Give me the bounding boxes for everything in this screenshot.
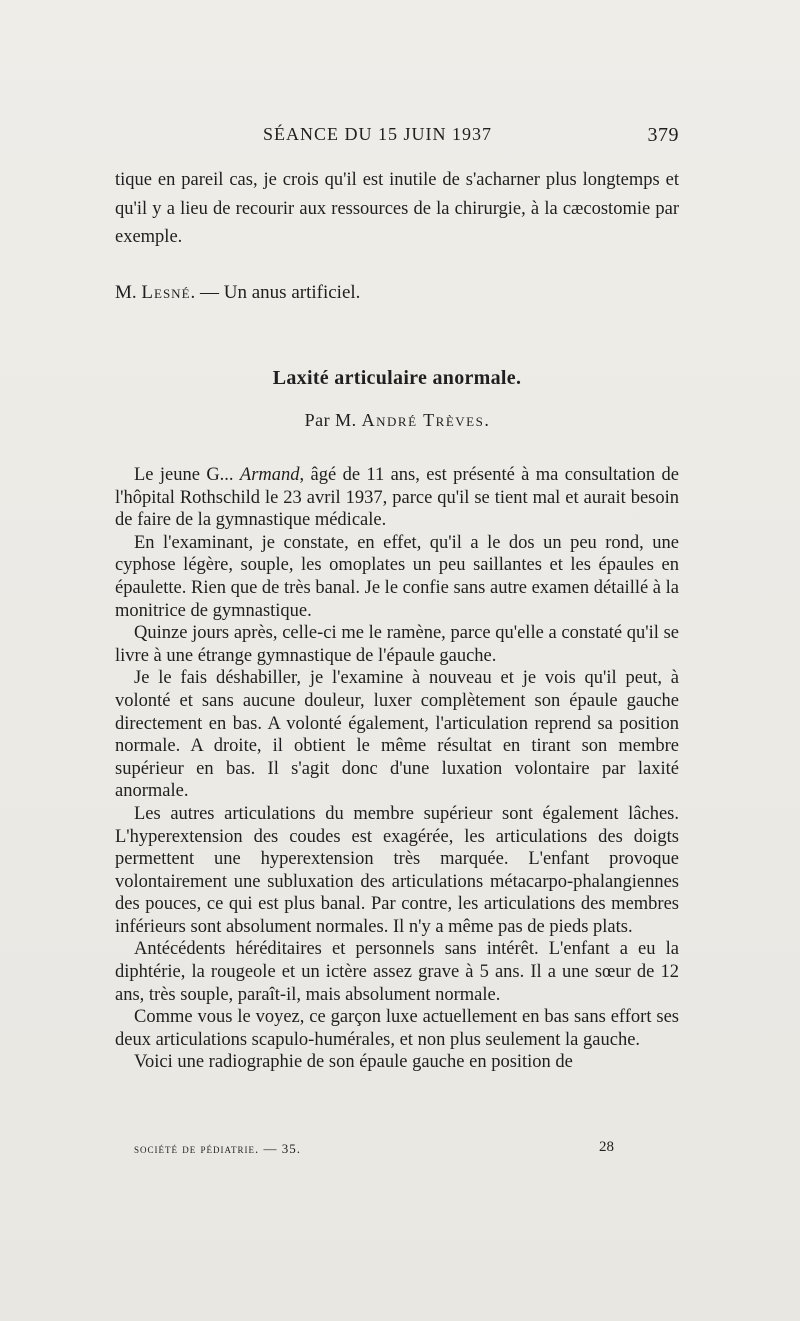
paragraph: Voici une radiographie de son épaule gauche en position de — [134, 1052, 573, 1073]
byline-author: André Trèves — [361, 410, 485, 430]
patient-name: Armand — [239, 465, 300, 485]
paragraph: Antécédents héréditaires et personnels sans intérêt. L'enfant a eu la diphtérie, la rougeole et un ictère assez grave à 5 ans. Il a une sœur de 12 ans, très souple, paraît-il, mais absolument normale. — [115, 939, 679, 1005]
article-byline — [115, 410, 679, 431]
byline-suffix: . — [484, 410, 490, 430]
running-title: SÉANCE DU 15 JUIN 1937 — [263, 124, 492, 144]
paragraph: Les autres articulations du membre supérieur sont également lâches. L'hyperextension des coudes est exagérée, les articulations des doigts permettent une hyperextension très marquée. L'enfant provoque volontairement une subluxation des articulations métacarpo-phalangiennes des pouces, ce qui est plus banal. Par contre, les articulations des membres inférieurs sont absolument normales. Il n'y a même pas de pieds plats. — [115, 803, 679, 937]
article-title: Laxité articulaire anormale. — [272, 367, 522, 389]
page-footer — [134, 1141, 614, 1157]
article-body — [115, 464, 679, 1074]
paragraph — [115, 464, 679, 532]
paragraph: Je le fais déshabiller, je l'examine à nouveau et je vois qu'il peut, à volonté et sans aucune douleur, luxer complètement son épaule gauche directement en bas. A volonté également, l'articulation reprend sa position normale. A droite, il obtient le même résultat en tirant son membre supérieur en bas. Il s'agit donc d'une luxation volontaire par laxité anormale. — [115, 668, 679, 802]
paragraph: Comme vous le voyez, ce garçon luxe actuellement en bas sans effort ses deux articulations scapulo-humérales, et non plus seulement la gauche. — [115, 1007, 679, 1050]
remark-text: . — Un anus artificiel. — [190, 282, 361, 303]
paragraph-text: Le jeune G... — [134, 465, 240, 485]
page-number: 379 — [647, 124, 679, 146]
byline-prefix: Par M. — [304, 410, 362, 430]
remark-speaker: Lesné — [141, 282, 191, 303]
footer-sheet-number: 28 — [599, 1139, 614, 1155]
paragraph: En l'examinant, je constate, en effet, qu'il a le dos un peu rond, une cyphose légère, souple, les omoplates un peu saillantes et les épaules en épaulette. Rien que de très banal. Je le confie sans autre examen détaillé à la monitrice de gymnastique. — [115, 532, 679, 621]
paragraph: tique en pareil cas, je crois qu'il est inutile de s'acharner plus longtemps et qu'il y a lieu de recourir aux ressources de la chirurgie, à la cæcostomie par exemple. — [115, 170, 679, 247]
remark-prefix: M. — [115, 282, 142, 303]
paragraph-text: , âgé de 11 ans, est présenté à ma consultation de l'hôpital Rothschild le 23 avril 1937, parce qu'il se tient mal et aurait besoin de faire de la gymnastique médicale. — [115, 465, 679, 531]
remark — [115, 282, 360, 304]
paragraph: Quinze jours après, celle-ci me le ramène, parce qu'elle a constaté qu'il se livre à une étrange gymnastique de l'épaule gauche. — [115, 623, 679, 666]
footer-signature: société de pédiatrie. — 35. — [134, 1141, 301, 1156]
continued-paragraph — [115, 166, 679, 252]
